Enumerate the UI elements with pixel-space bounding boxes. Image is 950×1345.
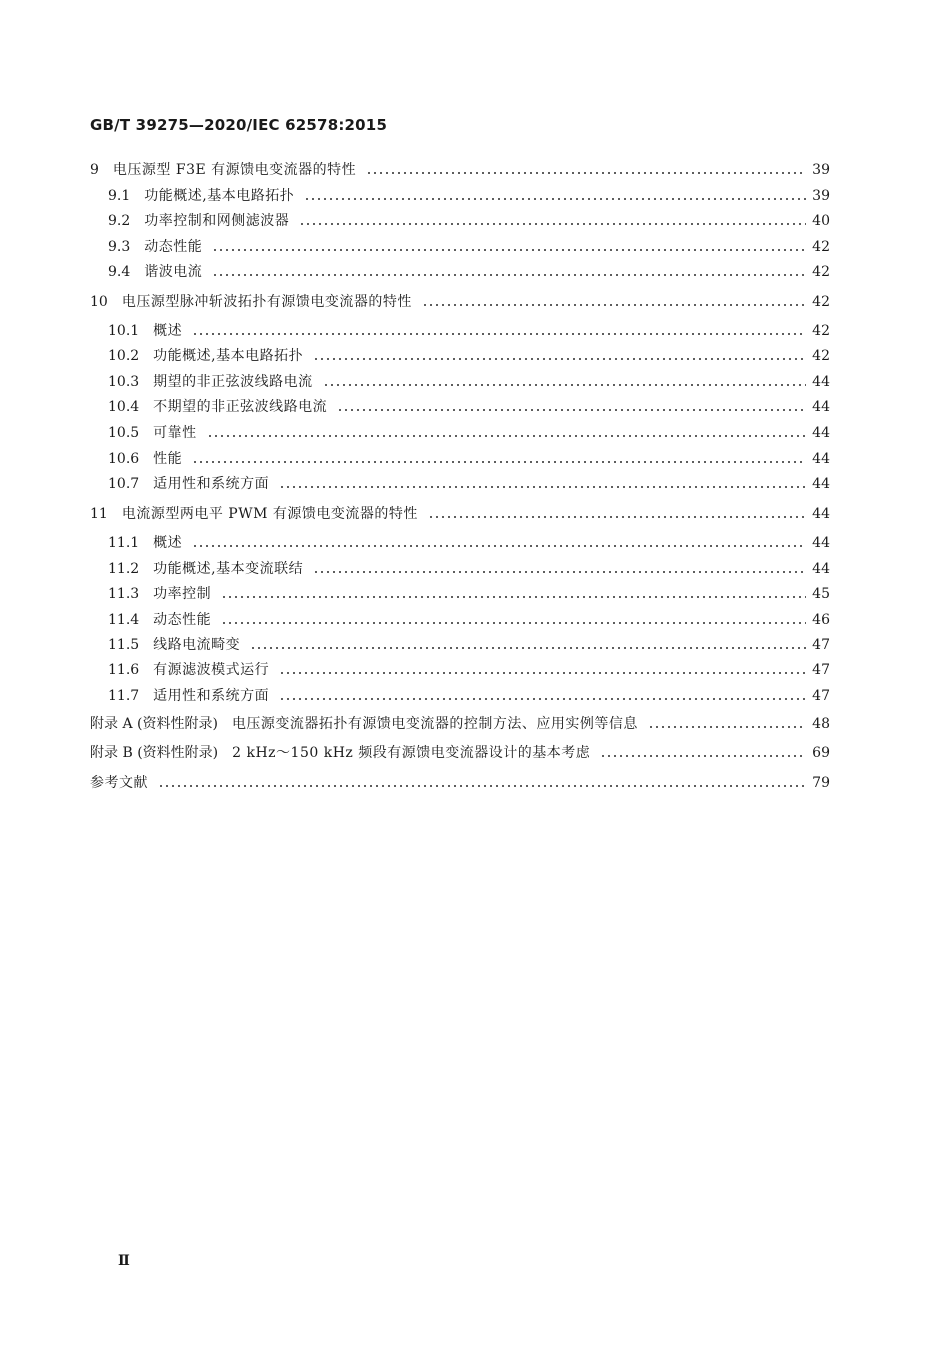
- toc-entry-page: 40: [812, 213, 830, 229]
- toc-entry-page: 42: [812, 294, 830, 310]
- toc-entry-page: 47: [812, 637, 830, 653]
- dot-leader: [250, 646, 806, 650]
- dot-leader: [192, 544, 806, 548]
- document-header: GB/T 39275—2020/IEC 62578:2015: [90, 116, 388, 134]
- toc-entry-title: 性能: [153, 451, 183, 467]
- toc-entry-title: 参考文献: [90, 775, 148, 791]
- dot-leader: [279, 485, 806, 489]
- toc-entry-title: 功率控制: [153, 586, 212, 602]
- toc-entry: [108, 259, 830, 281]
- toc-entry-number: 11.2: [108, 561, 140, 577]
- toc-entry-number: 11.1: [108, 535, 140, 551]
- dot-leader: [313, 357, 806, 361]
- toc-entry-title: 不期望的非正弦波线路电流: [153, 399, 328, 415]
- toc-entry-page: 47: [812, 688, 830, 704]
- toc-entry-title: 概述: [153, 323, 183, 339]
- toc-entry: [90, 501, 830, 523]
- toc-entry-page: 39: [812, 188, 830, 204]
- toc-entry-number: 11.3: [108, 586, 140, 602]
- toc-entry-title: 2 kHz～150 kHz 频段有源馈电变流器设计的基本考虑: [232, 745, 591, 761]
- dot-leader: [192, 460, 806, 464]
- toc-entry: [90, 289, 830, 311]
- toc-entry-number: 10.4: [108, 399, 140, 415]
- toc-entry-page: 42: [812, 323, 830, 339]
- toc-entry-page: 44: [812, 425, 830, 441]
- toc-entry-number: 9.4: [108, 264, 131, 280]
- toc-entry-number: 10.1: [108, 323, 140, 339]
- toc-entry: [108, 657, 830, 679]
- toc-entry-page: 46: [812, 612, 830, 628]
- toc-entry: [90, 711, 830, 733]
- toc-entry-number: 9: [90, 162, 99, 178]
- toc-entry: [108, 208, 830, 230]
- dot-leader: [212, 248, 806, 252]
- toc-entry-number: 附录 B (资料性附录): [90, 745, 219, 761]
- toc-entry: [90, 740, 830, 762]
- toc-entry: [108, 318, 830, 340]
- toc-entry-number: 10: [90, 294, 108, 310]
- dot-leader: [192, 332, 806, 336]
- toc-entry-title: 功能概述,基本电路拓扑: [153, 348, 304, 364]
- toc-entry-title: 功率控制和网侧滤波器: [144, 213, 290, 229]
- toc-entry-title: 有源滤波模式运行: [153, 662, 270, 678]
- toc-entry-number: 10.6: [108, 451, 140, 467]
- toc-entry-title: 电流源型两电平 PWM 有源馈电变流器的特性: [121, 506, 418, 522]
- toc-entry: [108, 234, 830, 256]
- toc-entry-page: 79: [812, 775, 830, 791]
- toc-entry-number: 9.3: [108, 239, 131, 255]
- toc-entry-page: 69: [812, 745, 830, 761]
- dot-leader: [600, 754, 806, 758]
- toc-entry-page: 42: [812, 348, 830, 364]
- toc-entry-title: 期望的非正弦波线路电流: [153, 374, 313, 390]
- toc-entry-number: 10.7: [108, 476, 140, 492]
- toc-entry-page: 48: [812, 716, 830, 732]
- toc-entry: [108, 581, 830, 603]
- toc-entry-title: 动态性能: [153, 612, 212, 628]
- dot-leader: [323, 383, 807, 387]
- toc-entry-number: 9.1: [108, 188, 131, 204]
- toc-entry: [108, 607, 830, 629]
- toc-entry-title: 电压源型 F3E 有源馈电变流器的特性: [112, 162, 357, 178]
- toc-entry-title: 电压源型脉冲斩波拓扑有源馈电变流器的特性: [121, 294, 412, 310]
- toc-entry-page: 44: [812, 476, 830, 492]
- dot-leader: [279, 697, 806, 701]
- toc-entry-number: 11.6: [108, 662, 140, 678]
- toc-entry: [90, 157, 830, 179]
- toc-entry: [108, 632, 830, 654]
- page-number: Ⅱ: [118, 1253, 130, 1269]
- toc-entry-number: 11: [90, 506, 108, 522]
- dot-leader: [158, 784, 806, 788]
- dot-leader: [279, 671, 806, 675]
- toc-entry: [108, 183, 830, 205]
- toc-entry-page: 44: [812, 535, 830, 551]
- toc-entry: [108, 530, 830, 552]
- toc-entry: [108, 394, 830, 416]
- toc-entry: [108, 556, 830, 578]
- toc-entry-number: 10.5: [108, 425, 140, 441]
- dot-leader: [422, 303, 806, 307]
- toc-entry-page: 42: [812, 239, 830, 255]
- toc-entry-title: 可靠性: [153, 425, 197, 441]
- dot-leader: [366, 171, 806, 175]
- toc-entry: [90, 770, 830, 792]
- toc-entry-page: 44: [812, 374, 830, 390]
- toc-entry: [108, 420, 830, 442]
- toc-entry-title: 动态性能: [144, 239, 203, 255]
- dot-leader: [221, 621, 806, 625]
- dot-leader: [337, 408, 806, 412]
- toc-entry-page: 44: [812, 506, 830, 522]
- toc-entry: [108, 369, 830, 391]
- dot-leader: [304, 197, 806, 201]
- dot-leader: [207, 434, 807, 438]
- toc-entry-number: 9.2: [108, 213, 131, 229]
- toc-entry-title: 概述: [153, 535, 183, 551]
- toc-entry-page: 44: [812, 561, 830, 577]
- toc-entry-number: 10.3: [108, 374, 140, 390]
- dot-leader: [313, 570, 806, 574]
- toc-entry-title: 功能概述,基本变流联结: [153, 561, 304, 577]
- toc-entry: [108, 343, 830, 365]
- toc-entry-page: 42: [812, 264, 830, 280]
- toc-entry-page: 44: [812, 399, 830, 415]
- toc-entry: [108, 446, 830, 468]
- toc-entry-title: 适用性和系统方面: [153, 476, 270, 492]
- toc-entry-number: 10.2: [108, 348, 140, 364]
- toc-entry-number: 11.7: [108, 688, 140, 704]
- toc-entry-title: 谐波电流: [144, 264, 203, 280]
- toc-entry: [108, 683, 830, 705]
- dot-leader: [428, 515, 806, 519]
- toc-entry-page: 45: [812, 586, 830, 602]
- toc-entry-page: 47: [812, 662, 830, 678]
- toc-entry-title: 线路电流畸变: [153, 637, 241, 653]
- toc-entry-title: 功能概述,基本电路拓扑: [144, 188, 295, 204]
- toc-entry: [108, 471, 830, 493]
- toc-entry-page: 39: [812, 162, 830, 178]
- toc-entry-page: 44: [812, 451, 830, 467]
- toc-entry-number: 附录 A (资料性附录): [90, 716, 218, 732]
- toc-entry-number: 11.5: [108, 637, 140, 653]
- dot-leader: [221, 595, 806, 599]
- dot-leader: [212, 273, 806, 277]
- dot-leader: [299, 222, 806, 226]
- dot-leader: [648, 725, 806, 729]
- toc-entry-title: 电压源变流器拓扑有源馈电变流器的控制方法、应用实例等信息: [231, 716, 638, 732]
- toc-entry-number: 11.4: [108, 612, 140, 628]
- toc-entry-title: 适用性和系统方面: [153, 688, 270, 704]
